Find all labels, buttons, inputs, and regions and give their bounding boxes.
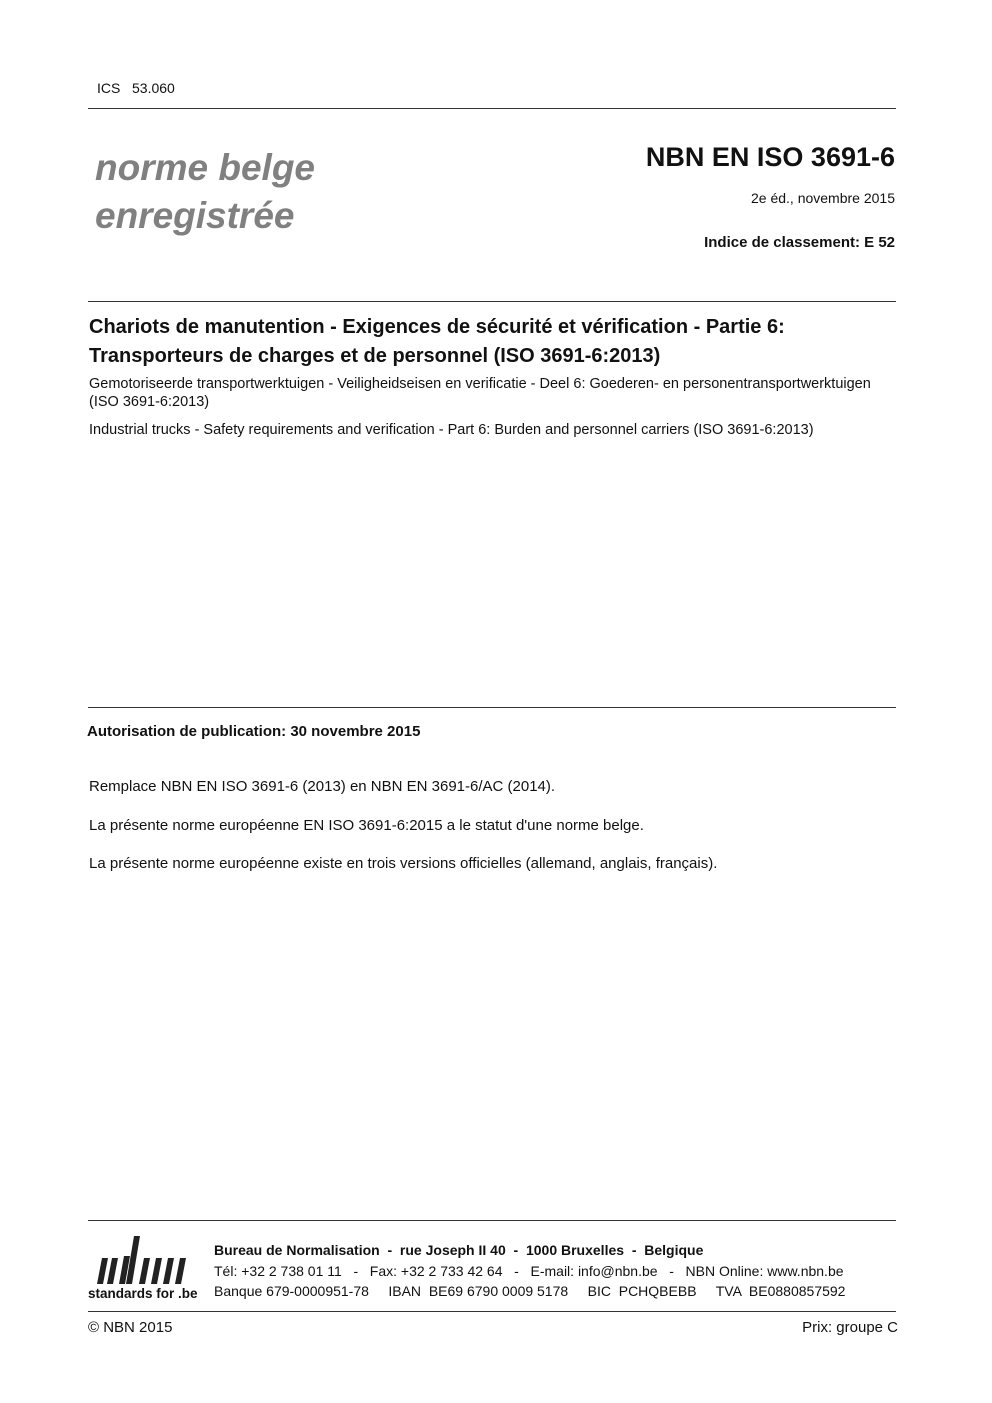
publication-authorization: Autorisation de publication: 30 novembre 2015 xyxy=(87,723,421,740)
ics-code: ICS 53.060 xyxy=(97,80,175,96)
title-dutch: Gemotoriseerde transportwerktuigen - Veiligheidseisen en verificatie - Deel 6: Goederen- en personentransportwerktuigen (ISO 3691-6:2013) xyxy=(89,376,871,410)
status-text: La présente norme européenne EN ISO 3691-6:2015 a le statut d'une norme belge. xyxy=(89,817,644,834)
edition-date: 2e éd., novembre 2015 xyxy=(751,190,895,206)
footer-bank: Banque 679-0000951-78 IBAN BE69 6790 0009 5178 BIC PCHQBEBB TVA BE0880857592 xyxy=(214,1283,846,1299)
versions-text: La présente norme européenne existe en trois versions officielles (allemand, anglais, français). xyxy=(89,855,718,872)
footer-contact-block xyxy=(214,1240,845,1302)
classification-index: Indice de classement: E 52 xyxy=(704,234,895,251)
footer-divider xyxy=(88,1220,896,1221)
body-divider xyxy=(88,707,896,708)
replaces-text: Remplace NBN EN ISO 3691-6 (2013) en NBN EN 3691-6/AC (2014). xyxy=(89,778,556,795)
footer-address: Bureau de Normalisation - rue Joseph II 40 - 1000 Bruxelles - Belgique xyxy=(214,1242,704,1258)
copyright: © NBN 2015 xyxy=(88,1319,173,1336)
title-divider xyxy=(88,301,896,302)
brand-line-1: norme belge xyxy=(95,147,315,188)
footer-contact: Tél: +32 2 738 01 11 - Fax: +32 2 733 42 64 - E-mail: info@nbn.be - NBN Online: www.nbn.be xyxy=(214,1262,844,1279)
standard-number: NBN EN ISO 3691-6 xyxy=(645,142,895,172)
logo-caption: standards for .be xyxy=(88,1286,198,1301)
nbn-logo xyxy=(88,1228,200,1308)
brand-line-2: enregistrée xyxy=(95,195,295,236)
bottom-divider xyxy=(88,1311,896,1312)
title-french: Chariots de manutention - Exigences de sécurité et vérification - Partie 6: Transporteurs de charges et de personnel (ISO 3691-6:2013) xyxy=(89,316,785,367)
brand-title xyxy=(95,144,315,240)
title-english: Industrial trucks - Safety requirements and verification - Part 6: Burden and personnel carriers (ISO 3691-6:2013) xyxy=(89,422,814,438)
top-divider xyxy=(88,108,896,109)
price-group: Prix: groupe C xyxy=(802,1319,898,1336)
